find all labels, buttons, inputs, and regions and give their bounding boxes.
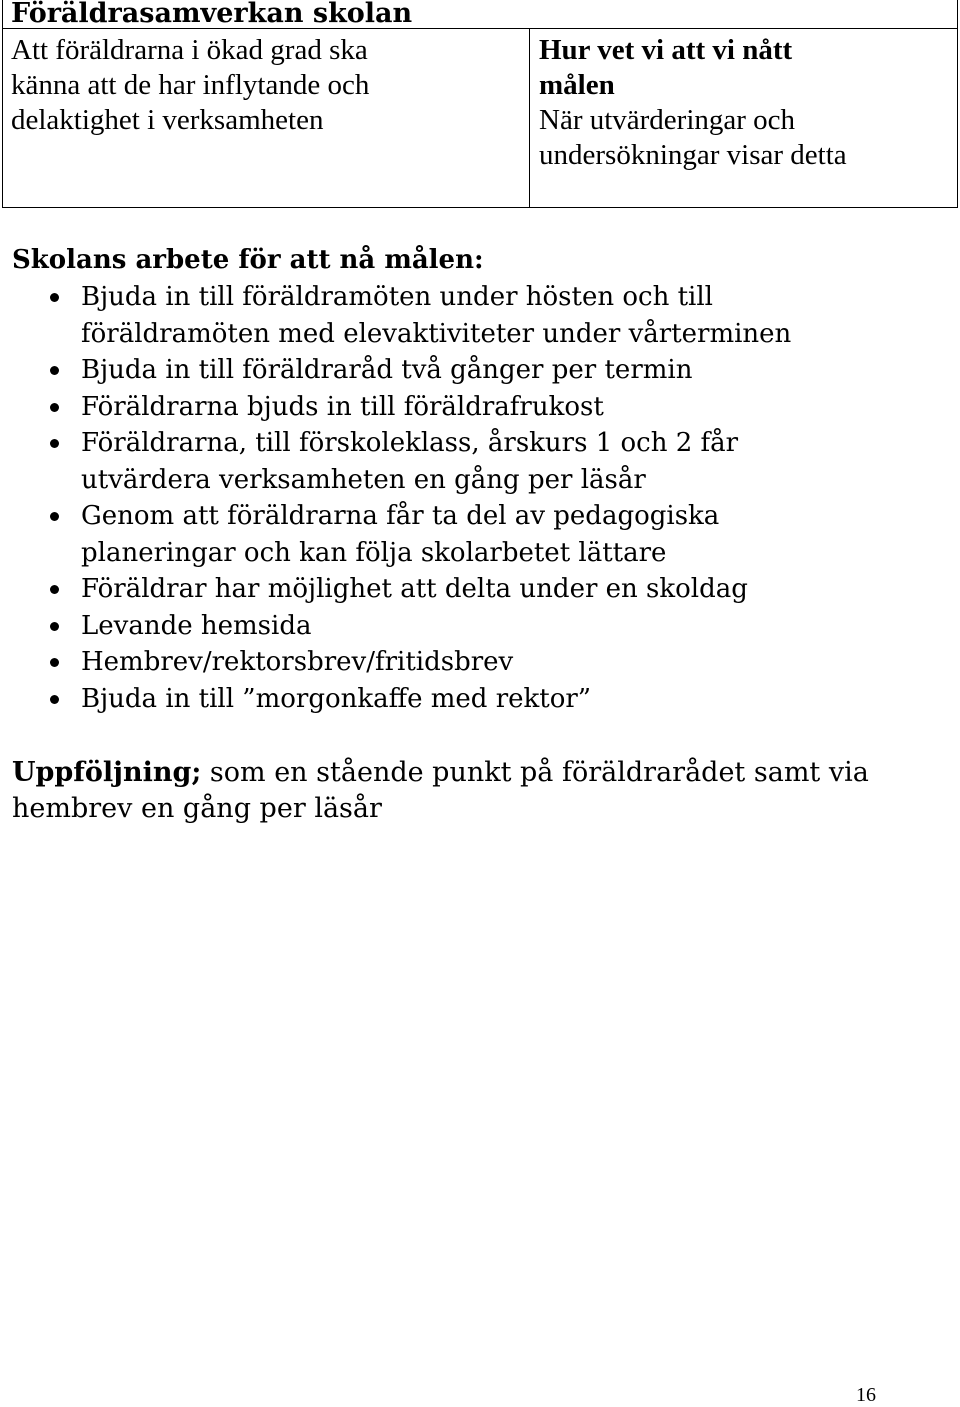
list-item-line: Bjuda in till föräldramöten under hösten och till: [81, 282, 713, 312]
followup-paragraph: [12, 755, 942, 827]
goal-line: delaktighet i verksamheten: [11, 104, 324, 136]
list-item-line: föräldramöten med elevaktiviteter under vårterminen: [81, 318, 792, 349]
page-number: 16: [856, 1384, 876, 1406]
list-item: [0, 498, 940, 571]
list-item-line: Hembrev/rektorsbrev/fritidsbrev: [81, 647, 514, 677]
list-item: [0, 608, 940, 645]
evaluation-title-line: målen: [539, 69, 615, 101]
goal-cell: [3, 29, 530, 207]
list-item: [0, 571, 940, 608]
bullet-icon: [50, 403, 59, 412]
work-section-title: Skolans arbete för att nå målen:: [12, 245, 484, 275]
bullet-icon: [50, 658, 59, 667]
evaluation-cell: [530, 29, 957, 207]
followup-text-line: hembrev en gång per läsår: [12, 793, 382, 824]
list-item-line: Bjuda in till ”morgonkaffe med rektor”: [81, 683, 592, 714]
evaluation-title-line: Hur vet vi att vi nått: [539, 34, 793, 66]
list-item: [0, 352, 940, 389]
list-item: [0, 681, 940, 718]
page-heading: Föräldrasamverkan skolan: [2, 0, 958, 28]
list-item-line: Bjuda in till föräldraråd två gånger per termin: [81, 355, 693, 385]
list-item: [0, 389, 940, 426]
goal-table: [2, 28, 958, 208]
bullet-icon: [50, 366, 59, 375]
list-item: [0, 279, 940, 352]
goal-line: Att föräldrarna i ökad grad ska: [11, 34, 368, 66]
list-item-line: Föräldrarna, till förskoleklass, årskurs 1 och 2 får: [81, 428, 739, 458]
bullet-icon: [50, 585, 59, 594]
evaluation-text-line: undersökningar visar detta: [539, 139, 847, 171]
bullet-icon: [50, 512, 59, 521]
list-item-line: Föräldrarna bjuds in till föräldrafrukost: [81, 391, 604, 422]
bullet-icon: [50, 695, 59, 704]
list-item-line: utvärdera verksamheten en gång per läsår: [81, 464, 646, 495]
list-item-line: planeringar och kan följa skolarbetet lättare: [81, 537, 667, 568]
list-item-line: Föräldrar har möjlighet att delta under en skoldag: [81, 574, 748, 604]
list-item: [0, 425, 940, 498]
list-item: [0, 644, 940, 681]
followup-text: som en stående punkt på föräldrarådet samt via: [201, 757, 869, 788]
list-item-line: Genom att föräldrarna får ta del av pedagogiska: [81, 501, 720, 531]
bullet-icon: [50, 439, 59, 448]
bullet-icon: [50, 622, 59, 631]
list-item-line: Levande hemsida: [81, 610, 312, 641]
followup-label: Uppföljning;: [12, 757, 202, 788]
goal-line: känna att de har inflytande och: [11, 69, 370, 101]
evaluation-text-line: När utvärderingar och: [539, 104, 796, 136]
bullet-icon: [50, 293, 59, 302]
work-bullet-list: [0, 279, 940, 717]
